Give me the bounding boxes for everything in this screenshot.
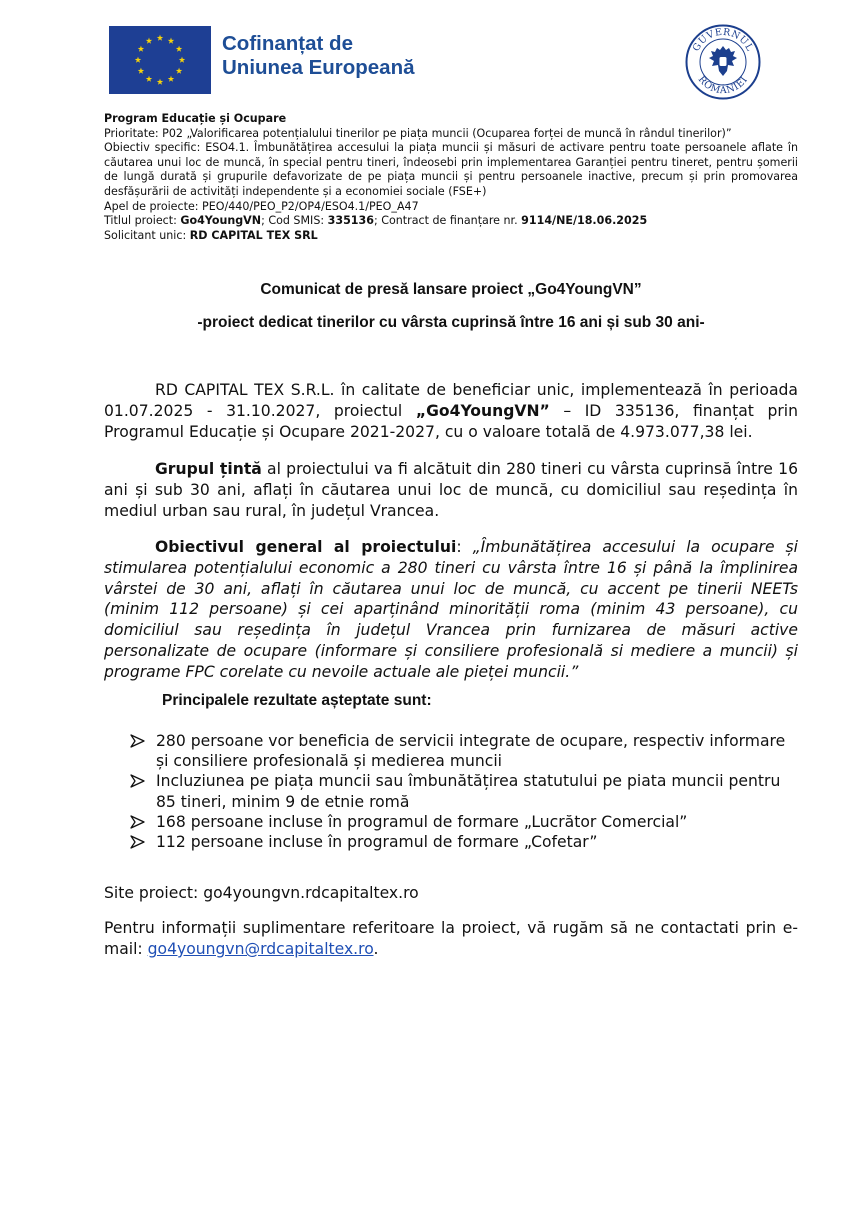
paragraph-general-objective: Obiectivul general al proiectului: „Îmbunătățirea accesului la ocupare și stimularea potențialului economic a 280 tineri cu vârsta între 16 și până la împlinirea vârstei de 30 ani, aflați în căutarea unui loc de muncă, cu accent pe tinerii NEETs (minim 112 persoane) și cei aparținând minorității roma (minim 43 persoane), cu domiciliul sau reședința în județul Vrancea prin furnizarea de măsuri active personalizate de ocupare (informare și consiliere profesională si mediere a muncii) și programe FPC corelate cu nevoile actuale ale pieței muncii.”: [104, 538, 799, 681]
arrow-bullet-icon: [130, 812, 146, 832]
program-priority: Prioritate: P02 „Valorificarea potențialului tinerilor pe piața muncii (Ocuparea forței de muncă în rândul tinerilor)”: [104, 126, 732, 140]
project-site: Site proiect: go4youngvn.rdcapitaltex.ro: [104, 884, 419, 902]
program-info: [104, 112, 798, 243]
results-list: [130, 731, 800, 852]
svg-text:ROMÂNIEI: ROMÂNIEI: [695, 74, 751, 97]
results-title: Principalele rezultate așteptate sunt:: [162, 692, 432, 709]
romanian-government-seal: [685, 24, 761, 100]
eu-flag-icon: [109, 26, 211, 94]
arrow-bullet-icon: [130, 832, 146, 852]
press-release-title: Comunicat de presă lansare proiect „Go4YoungVN”: [260, 281, 642, 298]
project-title-line: Titlul proiect: Go4YoungVN; Cod SMIS: 335136; Contract de finanțare nr. 9114/NE/18.06.2025: [104, 214, 648, 228]
paragraph-implementation: RD CAPITAL TEX S.R.L. în calitate de beneficiar unic, implementează în perioada 01.07.2025 - 31.10.2027, proiectul „Go4YoungVN” – ID 335136, finanțat prin Programul Educație și Ocupare 2021-2027, cu o valoare totală de 4.973.077,38 lei.: [104, 381, 798, 441]
list-item: 280 persoane vor beneficia de servicii integrate de ocupare, respectiv informare și consiliere profesională și medierea muncii: [130, 731, 800, 771]
svg-text:GUVERNUL: GUVERNUL: [690, 26, 756, 54]
arrow-bullet-icon: [130, 771, 146, 791]
eagle-icon: [709, 46, 737, 76]
contact-paragraph: Pentru informații suplimentare referitoare la proiect, vă rugăm să ne contactati prin e-mail: go4youngvn@rdcapitaltex.ro.: [104, 919, 798, 958]
applicant-line: Solicitant unic: RD CAPITAL TEX SRL: [104, 228, 318, 242]
program-objective: Obiectiv specific: ESO4.1. Îmbunătățirea accesului la piața muncii și măsuri de activare pentru toate persoanele aflate în căutarea unui loc de muncă, în special pentru tineri, îndeosebi prin implementarea Garanției pentru tineret, pentru șomerii de lungă durată și grupurile defavorizate de pe piața muncii și pentru persoanele inactive, precum și prin promovarea desfășurării de activități independente și a economiei sociale (FSE+): [104, 141, 798, 198]
cofinanced-label: Cofinanțat de Uniunea Europeană: [222, 32, 415, 79]
contact-email-link[interactable]: go4youngvn@rdcapitaltex.ro: [147, 940, 374, 958]
program-name: Program Educație și Ocupare: [104, 112, 287, 125]
list-item: 112 persoane incluse în programul de formare „Cofetar”: [130, 832, 800, 852]
document-header: [108, 22, 768, 100]
list-item: Incluziunea pe piața muncii sau îmbunătățirea statutului pe piata muncii pentru 85 tineri, minim 9 de etnie romă: [130, 771, 800, 811]
press-release-subtitle: -proiect dedicat tinerilor cu vârsta cuprinsă între 16 ani și sub 30 ani-: [197, 314, 705, 331]
paragraph-target-group: Grupul țintă al proiectului va fi alcătuit din 280 tineri cu vârsta cuprinsă între 16 ani și sub 30 ani, aflați în căutarea unui loc de muncă, cu domiciliul sau reședința în mediul urban sau rural, în județul Vrancea.: [104, 460, 798, 520]
arrow-bullet-icon: [130, 731, 146, 751]
list-item: 168 persoane incluse în programul de formare „Lucrător Comercial”: [130, 812, 800, 832]
program-call: Apel de proiecte: PEO/440/PEO_P2/OP4/ESO4.1/PEO_A47: [104, 199, 419, 213]
